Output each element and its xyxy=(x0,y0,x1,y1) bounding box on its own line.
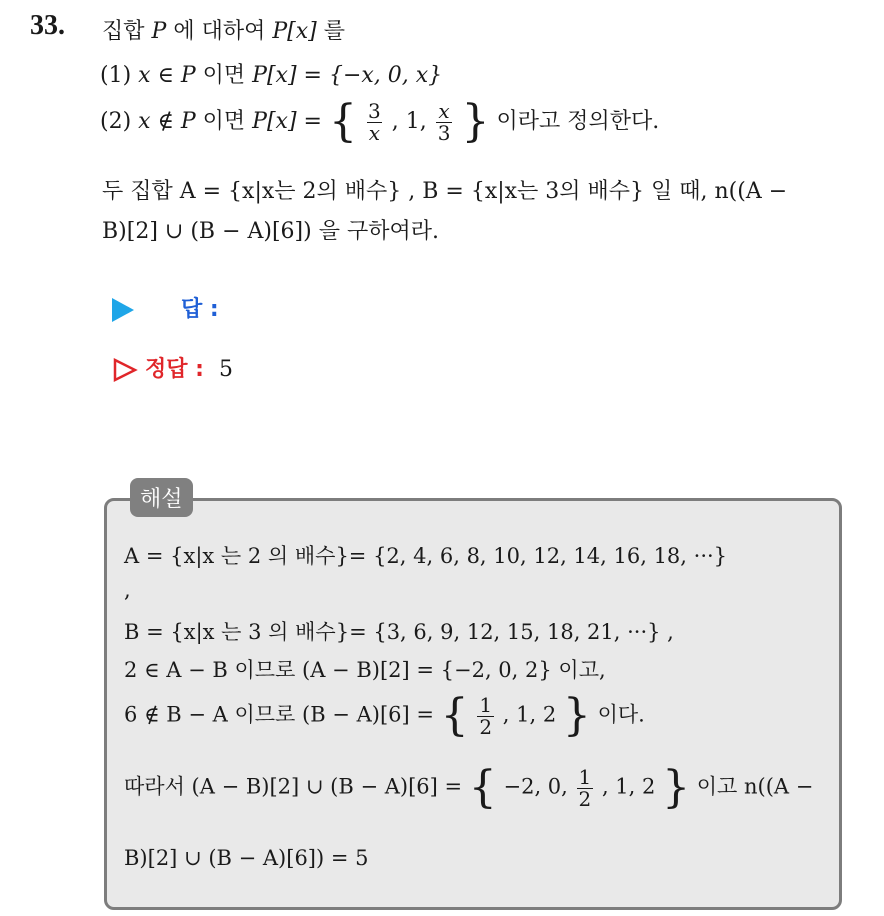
intro-set-p: P xyxy=(151,19,167,44)
cond1-expr: x ∈ P xyxy=(138,63,196,88)
cond1-tag: (1) xyxy=(100,63,132,88)
question-line-3: 두 집합 A = {x|x는 2의 배수} , B = {x|x는 3의 배수} 일 때, n((A − xyxy=(102,179,788,204)
intro-text-3: 를 xyxy=(323,19,345,44)
intro-text-2: 에 대하여 xyxy=(173,19,266,44)
cond1-text: 이면 xyxy=(202,63,246,88)
sol5-left-brace: { xyxy=(468,762,497,813)
sol4-fraction-half: $\frac{1}{2}$ xyxy=(479,692,493,739)
right-brace: } xyxy=(461,96,490,147)
answer-label: 답 : xyxy=(181,297,219,322)
sol4-pre: 6 ∉ B − A 이므로 (B − A)[6] = xyxy=(124,702,434,727)
intro-text-1: 집합 xyxy=(102,19,145,44)
cond2-expr: x ∉ P xyxy=(138,109,196,134)
solution-tag: 해설 xyxy=(130,478,193,517)
fraction-3-over-x: $\frac{3}{x}$ xyxy=(367,98,381,145)
condition-2 xyxy=(100,96,660,147)
sol4-end: 이다. xyxy=(597,702,645,727)
sol5-fraction-half: $\frac{1}{2}$ xyxy=(578,764,592,811)
cond2-lhs: P[x] = xyxy=(252,109,322,134)
solution-line-6: B)[2] ∪ (B − A)[6]) = 5 xyxy=(124,846,369,870)
correct-answer-row xyxy=(112,352,233,383)
cond1-result: P[x] = {−x, 0, x} xyxy=(252,63,443,88)
solution-line-2: B = {x|x 는 3 의 배수}= {3, 6, 9, 12, 15, 18, 21, ···} , xyxy=(124,620,674,644)
sol5-end: 이고 n((A − xyxy=(696,774,814,799)
answer-row xyxy=(112,292,219,323)
intro-px: P[x] xyxy=(272,19,317,44)
cond2-end: 이라고 정의한다. xyxy=(496,109,660,134)
correct-answer-label: 정답 : xyxy=(145,357,204,382)
fraction-x-over-3: $\frac{x}{3}$ xyxy=(437,98,451,145)
solution-line-1: A = {x|x 는 2 의 배수}= {2, 4, 6, 8, 10, 12, 14, 16, 18, ···} xyxy=(124,544,728,568)
left-brace: { xyxy=(328,96,357,147)
solution-line-1b: , xyxy=(124,578,131,602)
solution-line-3: 2 ∈ A − B 이므로 (A − B)[2] = {−2, 0, 2} 이고, xyxy=(124,658,606,682)
triangle-outline-icon xyxy=(112,357,138,383)
play-icon xyxy=(112,298,134,322)
cond2-text: 이면 xyxy=(202,109,246,134)
sol4-right-brace: } xyxy=(562,690,591,741)
sol5-a: −2, 0, xyxy=(503,774,568,799)
solution-line-4 xyxy=(124,690,645,741)
sol4-post: , 1, 2 xyxy=(502,702,557,727)
sol4-left-brace: { xyxy=(440,690,469,741)
sol5-right-brace: } xyxy=(662,762,691,813)
cond2-tag: (2) xyxy=(100,109,132,134)
sol5-pre: 따라서 (A − B)[2] ∪ (B − A)[6] = xyxy=(124,774,463,799)
question-number: 33. xyxy=(30,10,65,41)
cond2-mid: , 1, xyxy=(391,109,434,134)
sol5-b: , 1, 2 xyxy=(601,774,656,799)
question-intro xyxy=(102,14,345,45)
condition-1 xyxy=(100,58,442,89)
solution-line-5 xyxy=(124,762,814,813)
question-line-4: B)[2] ∪ (B − A)[6]) 을 구하여라. xyxy=(102,219,439,244)
correct-answer-value: 5 xyxy=(218,357,233,382)
